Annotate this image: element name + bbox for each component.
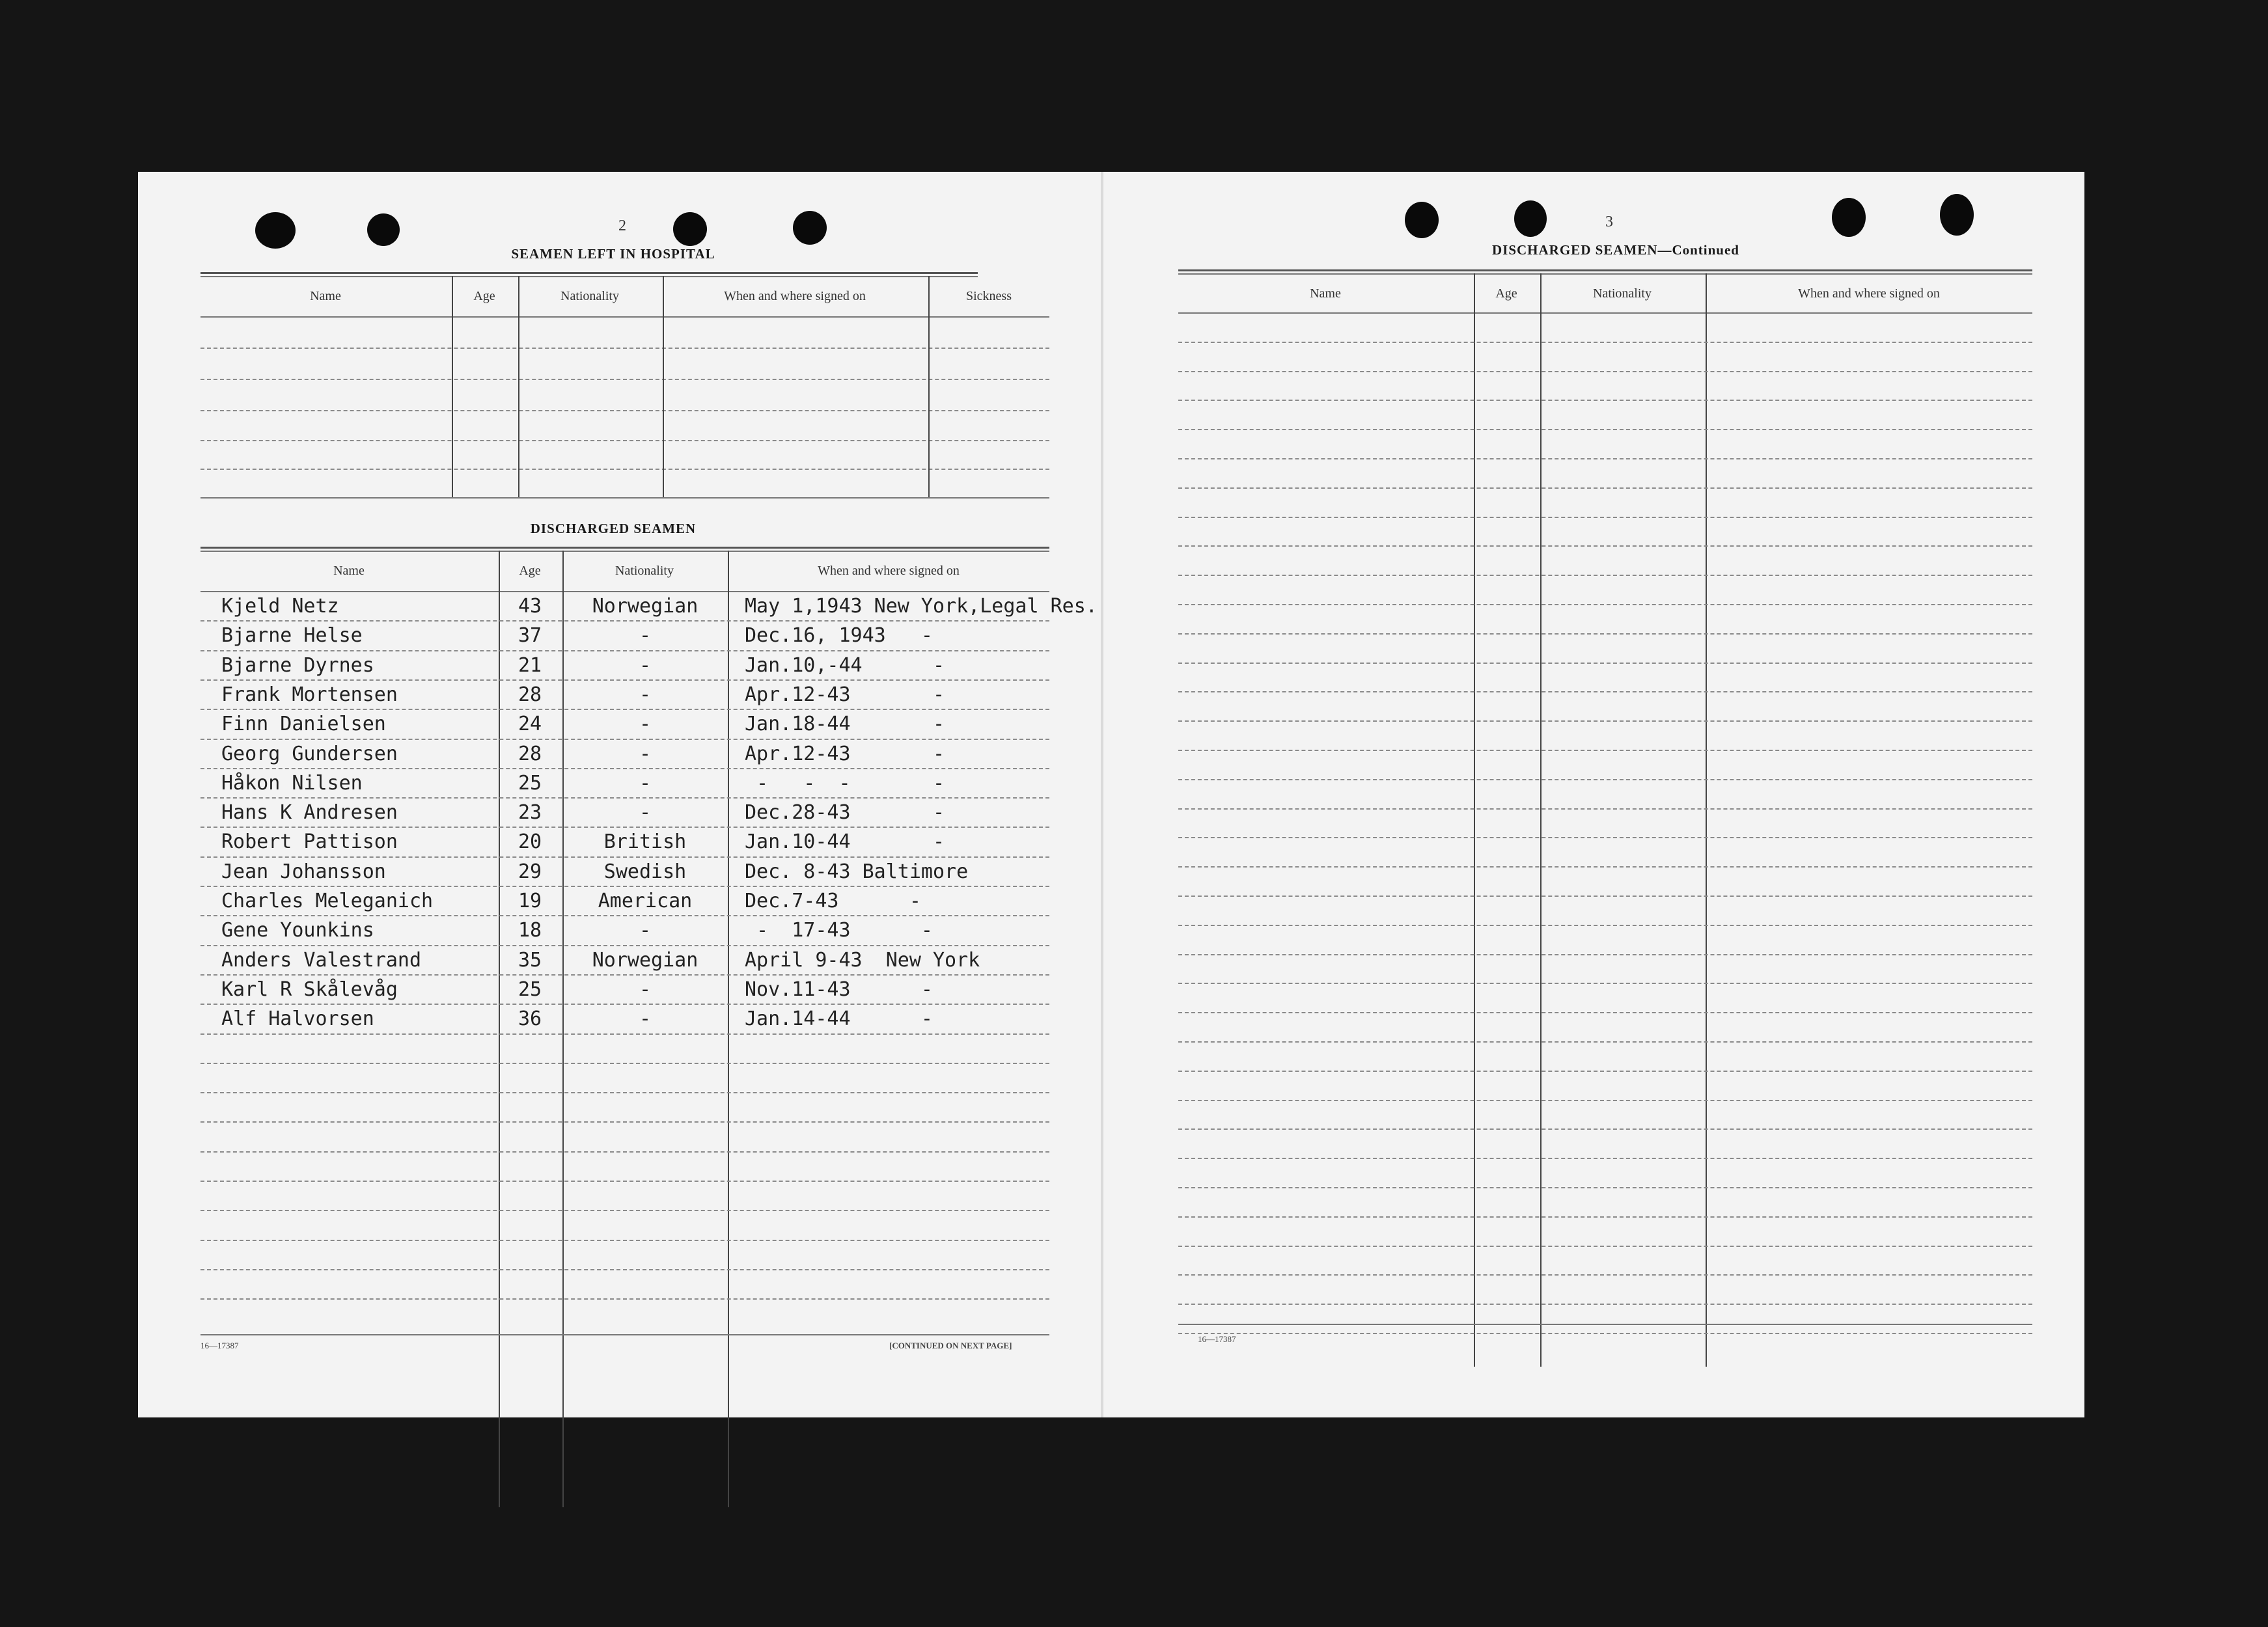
col-header-age: Age <box>1495 286 1517 301</box>
punch-hole <box>1832 198 1866 237</box>
seaman-age: 18 <box>518 919 542 942</box>
row-rule <box>1178 633 2032 635</box>
seaman-signed-on: Dec.7-43 - <box>745 890 921 912</box>
row-rule <box>201 1092 1049 1093</box>
row-rule <box>201 1063 1049 1064</box>
row-rule <box>1178 545 2032 547</box>
col-header-name: Name <box>333 564 365 578</box>
row-rule <box>201 915 1049 916</box>
col-header-signed-on: When and where signed on <box>1798 286 1940 301</box>
row-rule <box>1178 808 2032 810</box>
discharged-continued-title <box>1375 242 1857 258</box>
row-rule <box>1178 1041 2032 1043</box>
row-rule <box>1178 1216 2032 1218</box>
seaman-name: Kjeld Netz <box>221 595 339 618</box>
seaman-name: Gene Younkins <box>221 919 374 942</box>
discharged-title: DISCHARGED SEAMEN <box>530 521 697 536</box>
seaman-name: Karl R Skålevåg <box>221 978 398 1001</box>
row-rule <box>1178 1274 2032 1276</box>
row-rule <box>201 827 1049 828</box>
seaman-age: 19 <box>518 890 542 912</box>
row-rule <box>201 679 1049 681</box>
seaman-name: Bjarne Helse <box>221 624 363 648</box>
seaman-signed-on: Apr.12-43 - <box>745 683 945 706</box>
row-rule <box>201 856 1049 858</box>
punch-hole <box>367 213 400 246</box>
seaman-age: 43 <box>518 595 542 618</box>
row-rule <box>1178 1158 2032 1159</box>
seaman-name: Håkon Nilsen <box>221 771 363 795</box>
seaman-nationality: British <box>603 830 687 854</box>
seaman-age: 20 <box>518 830 542 854</box>
punch-hole <box>1405 202 1439 238</box>
seaman-signed-on: May 1,1943 New York,Legal Res. <box>745 595 1098 618</box>
seaman-signed-on: Apr.12-43 - <box>745 742 945 765</box>
row-rule <box>1178 517 2032 518</box>
row-rule <box>1178 837 2032 838</box>
page-number: 3 <box>1605 213 1613 230</box>
seaman-name: Hans K Andresen <box>221 801 398 825</box>
seaman-name: Frank Mortensen <box>221 683 398 706</box>
col-header-age: Age <box>519 564 541 578</box>
seaman-nationality: American <box>598 890 693 912</box>
row-rule <box>1178 458 2032 459</box>
row-rule <box>201 739 1049 740</box>
row-rule <box>201 650 1049 651</box>
seaman-nationality: - <box>639 653 652 677</box>
row-rule <box>1178 691 2032 692</box>
form-number: 16—17387 <box>201 1341 239 1350</box>
seaman-nationality: - <box>639 919 652 942</box>
punch-hole <box>1514 200 1547 237</box>
seaman-signed-on: Dec.28-43 - <box>745 801 945 825</box>
seaman-signed-on: Dec.16, 1943 - <box>745 624 933 648</box>
seaman-signed-on: Jan.14-44 - <box>745 1007 933 1031</box>
row-rule <box>201 797 1049 799</box>
open-record-book <box>138 172 2084 1417</box>
col-header-name: Name <box>310 289 341 303</box>
seaman-age: 21 <box>518 653 542 677</box>
seaman-nationality: Norwegian <box>592 595 698 618</box>
seaman-signed-on: - 17-43 - <box>745 919 933 942</box>
seaman-signed-on: Dec. 8-43 Baltimore <box>745 860 969 883</box>
seaman-age: 28 <box>518 683 542 706</box>
seaman-age: 36 <box>518 1007 542 1031</box>
col-header-sickness: Sickness <box>966 289 1012 303</box>
seaman-nationality: - <box>639 801 652 825</box>
punch-hole <box>255 212 296 249</box>
row-rule <box>1178 604 2032 605</box>
col-header-signed-on: When and where signed on <box>818 564 960 578</box>
row-rule <box>1178 779 2032 780</box>
row-rule <box>1178 371 2032 372</box>
row-rule <box>1178 896 2032 897</box>
seaman-signed-on: Jan.10,-44 - <box>745 653 945 677</box>
seaman-nationality: - <box>639 742 652 765</box>
seaman-age: 35 <box>518 948 542 972</box>
row-rule <box>201 1004 1049 1005</box>
col-header-nationality: Nationality <box>615 564 674 578</box>
seaman-nationality: - <box>639 978 652 1001</box>
seaman-age: 25 <box>518 978 542 1001</box>
row-rule <box>201 1269 1049 1270</box>
page-number: 2 <box>618 217 626 234</box>
row-rule <box>201 886 1049 887</box>
seaman-nationality: Norwegian <box>592 948 698 972</box>
row-rule <box>1178 663 2032 664</box>
row-rule <box>1178 954 2032 955</box>
row-rule <box>1178 983 2032 984</box>
seaman-nationality: - <box>639 624 652 648</box>
row-rule <box>1178 487 2032 489</box>
table-bottom-rule <box>201 1334 1049 1335</box>
continued-note: [CONTINUED ON NEXT PAGE] <box>889 1341 1012 1350</box>
row-rule <box>201 1240 1049 1241</box>
col-header-age: Age <box>473 289 495 303</box>
title-main: DISCHARGED SEAMEN <box>1492 242 1658 258</box>
row-rule <box>1178 1246 2032 1247</box>
row-rule <box>201 1151 1049 1153</box>
seaman-nationality: - <box>639 771 652 795</box>
row-rule <box>201 974 1049 976</box>
title-continued: —Continued <box>1657 242 1739 258</box>
seaman-signed-on: Nov.11-43 - <box>745 978 933 1001</box>
row-rule <box>201 620 1049 622</box>
seaman-age: 29 <box>518 860 542 883</box>
seaman-signed-on: April 9-43 New York <box>745 948 980 972</box>
seaman-age: 25 <box>518 771 542 795</box>
seaman-signed-on: - - - - <box>745 771 945 795</box>
seaman-name: Jean Johansson <box>221 860 386 883</box>
seaman-name: Georg Gundersen <box>221 742 398 765</box>
col-header-signed-on: When and where signed on <box>724 289 866 303</box>
punch-hole <box>673 212 707 246</box>
seaman-name: Anders Valestrand <box>221 948 422 972</box>
seaman-age: 23 <box>518 801 542 825</box>
seaman-nationality: - <box>639 713 652 736</box>
seaman-age: 28 <box>518 742 542 765</box>
row-rule <box>201 1121 1049 1123</box>
row-rule <box>1178 400 2032 401</box>
row-rule <box>1178 750 2032 751</box>
row-rule <box>201 1210 1049 1211</box>
row-rule <box>1178 429 2032 430</box>
row-rule <box>1178 1012 2032 1013</box>
row-rule <box>201 1033 1049 1035</box>
row-rule <box>1178 925 2032 926</box>
row-rule <box>201 1298 1049 1300</box>
row-rule <box>1178 575 2032 576</box>
row-rule <box>1178 1128 2032 1130</box>
row-rule <box>1178 1187 2032 1188</box>
seaman-name: Robert Pattison <box>221 830 398 854</box>
page-fold <box>1101 172 1103 1417</box>
hospital-title: SEAMEN LEFT IN HOSPITAL <box>511 246 715 262</box>
seaman-name: Charles Meleganich <box>221 890 434 912</box>
seaman-age: 37 <box>518 624 542 648</box>
row-rule <box>201 709 1049 710</box>
seaman-age: 24 <box>518 713 542 736</box>
seaman-signed-on: Jan.18-44 - <box>745 713 945 736</box>
row-rule <box>201 945 1049 946</box>
row-rule <box>1178 342 2032 343</box>
seaman-signed-on: Jan.10-44 - <box>745 830 945 854</box>
seaman-name: Alf Halvorsen <box>221 1007 374 1031</box>
form-number: 16—17387 <box>1198 1334 1236 1344</box>
row-rule <box>201 1181 1049 1182</box>
seaman-nationality: - <box>639 683 652 706</box>
row-rule <box>1178 1100 2032 1101</box>
col-header-nationality: Nationality <box>560 289 619 303</box>
row-rule <box>201 768 1049 769</box>
punch-hole <box>1940 194 1974 236</box>
seaman-nationality: Swedish <box>603 860 687 883</box>
row-rule <box>1178 1071 2032 1072</box>
row-rule <box>1178 1333 2032 1334</box>
punch-hole <box>793 211 827 245</box>
seaman-name: Bjarne Dyrnes <box>221 653 374 677</box>
seaman-name: Finn Danielsen <box>221 713 386 736</box>
col-header-nationality: Nationality <box>1593 286 1652 301</box>
row-rule <box>1178 720 2032 722</box>
row-rule <box>1178 866 2032 868</box>
table-bottom-rule <box>1178 1324 2032 1325</box>
row-rule <box>1178 1304 2032 1305</box>
seaman-nationality: - <box>639 1007 652 1031</box>
col-header-name: Name <box>1310 286 1341 301</box>
